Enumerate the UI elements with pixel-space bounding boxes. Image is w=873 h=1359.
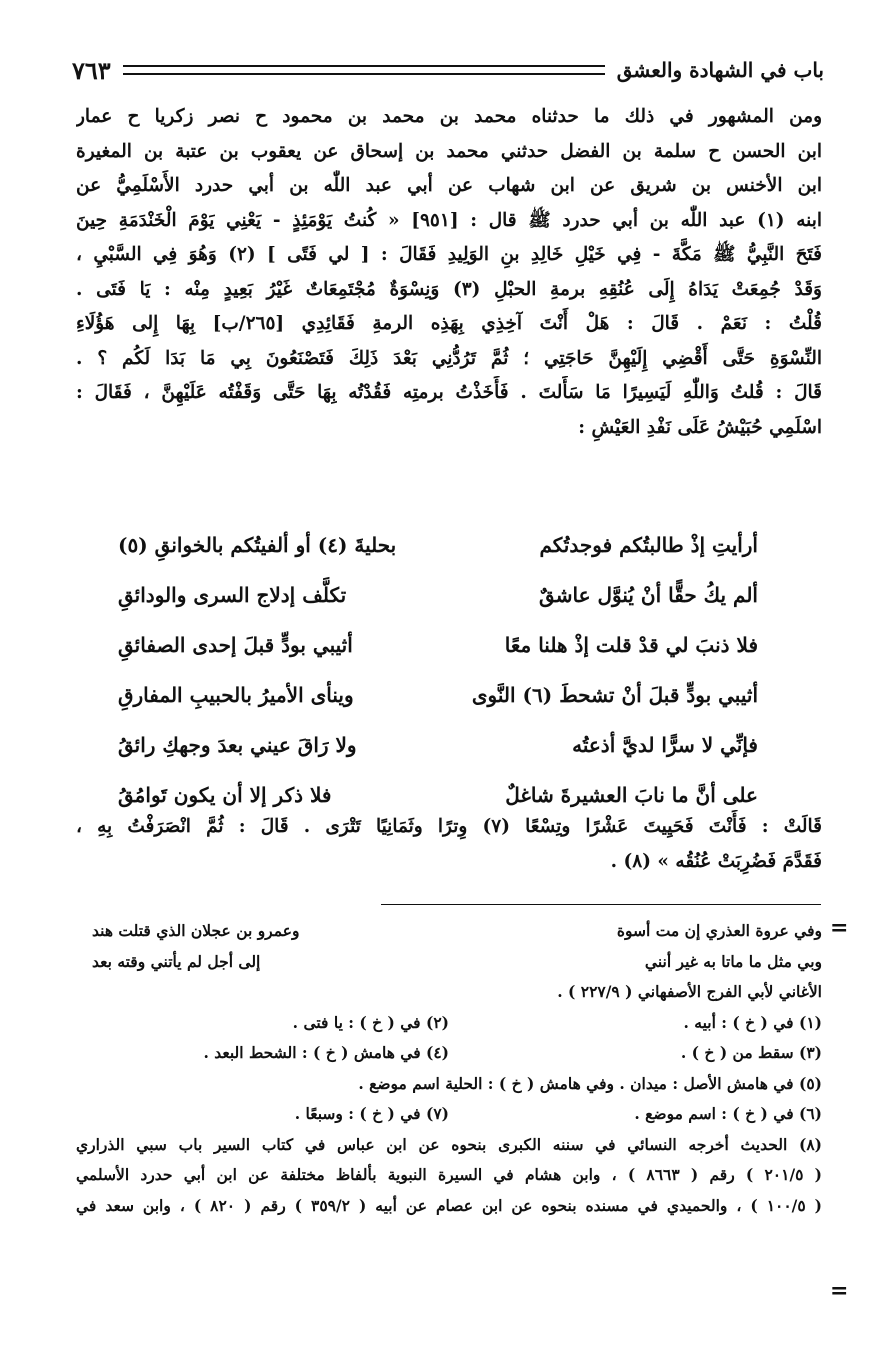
poem-verse	[118, 520, 798, 570]
verse-second-hemistich: ولا رَاقَ عيني بعدَ وجهكِ رائقُ	[118, 733, 357, 757]
footnote-line: ( ١٠٠/٥ ) ، والحميدي في مسنده بنحوه عن ابن عصام عن أبيه ( ٣٥٩/٢ ) رقم ( ٨٢٠ ) ، وابن سعد في	[76, 1195, 822, 1215]
verse-first-hemistich: على أنَّ ما نابَ العشيرةَ شاغلٌ	[505, 783, 758, 807]
text-line: قَالَتْ : فَأَنْتَ فَحَيِيتَ عَشْرًا وتِسْعًا (٧) وِترًا وثَمَانِيًا تَتْرَى . قَالَ : ثُمَّ انْصَرَفْتُ بِهِ ،	[76, 816, 822, 837]
poem-verse	[118, 720, 798, 770]
footnote-item: (٧) في ( خ ) : وسبعًا .	[294, 1104, 449, 1123]
footnote-pair	[76, 1099, 822, 1130]
continuation-marker: =	[830, 915, 849, 941]
verse-second-hemistich: وينأى الأميرُ بالحبيبِ المفارقِ	[118, 683, 354, 707]
verse-first-hemistich: فإنِّي لا سرًّا لديَّ أذعتُه	[572, 733, 758, 757]
poem-verse	[118, 620, 798, 670]
footnote-verse-second: إلى أجل لم يأتني وقته بعد	[92, 951, 261, 971]
text-line: قُلْتُ : نَعَمْ . قَالَ : هَلْ أَنْتَ آخِذِي بِهَذِه الرمةِ فَقَائِدِي [٢٦٥/ب] بِهَا إِلى هَؤُلَاءِ	[76, 313, 822, 334]
verse-first-hemistich: ألم يكُ حقًّا أنْ يُنوَّل عاشقٌ	[539, 583, 758, 607]
footnote-source: الأغاني لأبي الفرج الأصفهاني ( ٢٢٧/٩ ) .	[557, 982, 822, 1001]
footnote-item: (٣) سقط من ( خ ) .	[680, 1043, 822, 1062]
header-double-rule	[123, 65, 605, 75]
verse-second-hemistich: تكلَّف إدلاج السرى والودائقِ	[118, 583, 347, 607]
verse-second-hemistich: أثيبي بودٍّ قبلَ إحدى الصفائقِ	[118, 633, 353, 657]
running-header	[72, 50, 824, 90]
footnote-line: ( ٢٠١/٥ ) رقم ( ٨٦٦٣ ) ، وابن هشام في السيرة النبوية بألفاظ مختلفة عن ابن أبي حدرد الأسلمي	[76, 1165, 822, 1184]
text-line: قَالَ : قُلتُ وَاللّٰهِ لَيَسِيرًا مَا سَأَلتَ . فَأَخَذْتُ برمتِه فَقُدْتُه بِهَا حَتَّى وَقَفْتُه عَلَيْهِنَّ ، فَقَالَ :	[76, 382, 822, 403]
text-line: وَقَدْ جُمِعَتْ يَدَاهُ إِلَى عُنُقِهِ برمةِ الحبْلِ (٣) وَنِسْوَةٌ مُجْتَمِعَاتٌ غَيْرُ بَعِيدٍ مِنْه : يَا فَتَى .	[76, 278, 822, 300]
footnote-separator	[381, 904, 821, 905]
text-line: ابن الحسن ح سلمة بن الفضل حدثني محمد بن إسحاق عن يعقوب بن عتبة بن المغيرة	[76, 140, 822, 162]
footnote-verse	[76, 916, 822, 947]
verse-second-hemistich: فلا ذكر إلا أن يكون تَوامُقُ	[118, 783, 332, 807]
footnote-pair	[76, 1038, 822, 1069]
text-line: فَقَدَّمَ فَضُرِبَتْ عُنُقُه » (٨) .	[610, 850, 822, 872]
footnote-pair	[76, 1008, 822, 1039]
footnote-line: (٨) الحديث أخرجه النسائي في سننه الكبرى بنحوه عن ابن عباس في كتاب السير باب سبي الذراري	[76, 1134, 822, 1154]
page-number: ٧٦٣	[72, 55, 111, 85]
footnote-verse-first: وبي مثل ما ماتا به غير أنني	[644, 951, 822, 971]
verse-first-hemistich: فلا ذنبَ لي قدْ قلت إذْ هلنا معًا	[504, 633, 758, 657]
continuation-marker-bottom: =	[830, 1278, 849, 1304]
text-line: فَتَحَ النَّبِيُّ ﷺ مَكَّةَ - فِي خَيْلِ خَالِدِ بنِ الوَلِيدِ فَقَالَ : [ لي فَتًى ] (٢) وَهُوَ فِي السَّبْيِ ،	[76, 244, 822, 265]
chapter-title: باب في الشهادة والعشق	[616, 58, 824, 82]
verse-second-hemistich: بحليةَ (٤) أو ألفيتُكم بالخوانقِ (٥)	[118, 533, 397, 557]
footnote-item: (٢) في ( خ ) : يا فتى .	[292, 1012, 449, 1032]
text-line: النِّسْوَةِ حَتَّى أَقْضِي إِلَيْهِنَّ حَاجَتِي ؛ ثُمَّ تَرُدُّنِي بَعْدَ ذَلِكَ فَتَصْنَعُونَ بِي مَا بَدَا لَكُم ؟ .	[76, 347, 822, 369]
verse-first-hemistich: أثيبي بودٍّ قبلَ أنْ تشحطَ (٦) النَّوى	[471, 683, 758, 707]
poem-verse	[118, 670, 798, 720]
footnote-item: (٦) في ( خ ) : اسم موضع .	[634, 1104, 822, 1123]
footnote-verse-second: وعمرو بن عجلان الذي قتلت هند	[92, 921, 300, 940]
footnote-item: (٥) في هامش الأصل : ميدان . وفي هامش ( خ ) : الحلية اسم موضع .	[358, 1073, 822, 1093]
footnote-item: (١) في ( خ ) : أبيه .	[683, 1012, 822, 1032]
footnote-verse	[76, 947, 822, 978]
text-line: ومن المشهور في ذلك ما حدثناه محمد بن محمد بن محمود ح نصر زكريا ح عمار	[76, 106, 822, 127]
footnotes	[76, 916, 822, 1221]
poem-verse	[118, 570, 798, 620]
main-text	[76, 100, 822, 445]
poem	[118, 520, 798, 820]
text-line: اسْلَمِي حُبَيْشُ عَلَى نَفْدِ العَيْشِ :	[578, 416, 822, 438]
closing-text	[76, 810, 822, 879]
footnote-verse-first: وفي عروة العذري إن مت أسوة	[616, 921, 822, 940]
text-line: ابن الأخنس بن شريق عن ابن شهاب عن أبي عبد اللّٰه بن أبي حدرد الأَسْلَمِيُّ عن	[76, 175, 822, 196]
text-line: ابنه (١) عبد اللّٰه بن أبي حدرد ﷺ قال : [٩٥١] « كُنتُ يَوْمَئِذٍ - يَعْنِي يَوْمَ الْخَنْدَمَةِ حِينَ	[76, 209, 822, 231]
verse-first-hemistich: أرأيتِ إذْ طالبتُكم فوجدتُكم	[539, 533, 758, 557]
footnote-item: (٤) في هامش ( خ ) : الشحط البعد .	[203, 1043, 449, 1062]
